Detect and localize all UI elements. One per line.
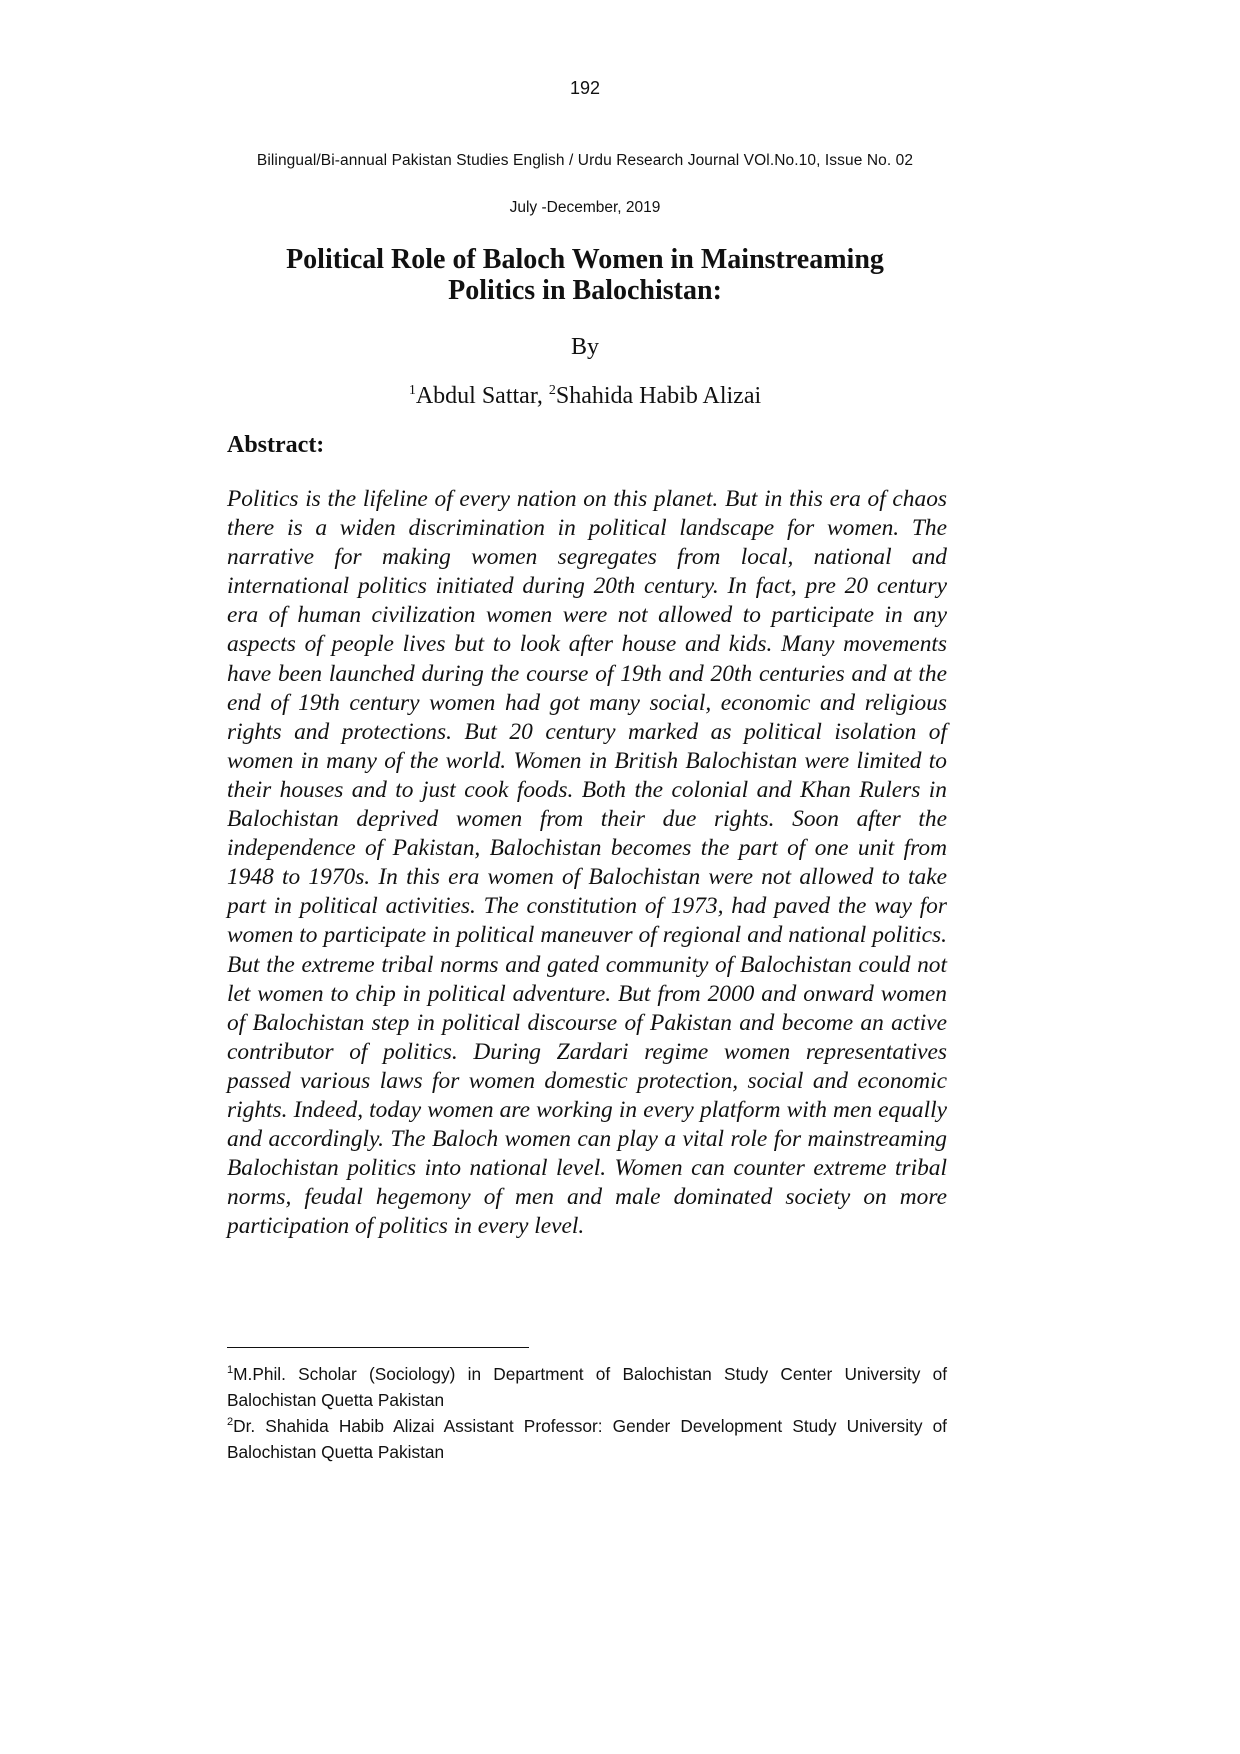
byline-label: By — [570, 334, 599, 360]
footnote-1 — [227, 1361, 947, 1413]
author-2-marker: 2 — [548, 383, 556, 398]
journal-header: Bilingual/Bi-annual Pakistan Studies English / Urdu Research Journal VOl.No.10, Issue No. 02 — [256, 152, 914, 169]
article-title-line-1: Political Role of Baloch Women in Mainstreaming — [286, 244, 884, 275]
article-title-line-2: Politics in Balochistan: — [448, 275, 722, 306]
footnote-2 — [227, 1413, 947, 1465]
page-number: 192 — [569, 78, 601, 98]
abstract-text: Politics is the lifeline of every nation on this planet. But in this era of chaos there is a widen discrimination in political landscape for women. The narrative for making women segregates from local, national and international politics initiated during 20th century. In fact, pre 20 century era of human civilization women were not allowed to participate in any aspects of people lives but to look after house and kids. Many movements have been launched during the course of 19th and 20th centuries and at the end of 19th century women had got many social, economic and religious rights and protections. But 20 century marked as political isolation of women in many of the world. Women in British Balochistan were limited to their houses and to just cook foods. Both the colonial and Khan Rulers in Balochistan deprived women from their due rights. Soon after the independence of Pakistan, Balochistan becomes the part of one unit from 1948 to 1970s. In this era women of Balochistan were not allowed to take part in political activities. The constitution of 1973, had paved the way for women to participate in political maneuver of regional and national politics. But the extreme tribal norms and gated community of Balochistan could not let women to chip in political adventure. But from 2000 and onward women of Balochistan step in political discourse of Pakistan and become an active contributor of politics. During Zardari regime women representatives passed various laws for women domestic protection, social and economic rights. Indeed, today women are working in every platform with men equally and accordingly. The Baloch women can play a vital role for mainstreaming Balochistan politics into national level. Women can counter extreme tribal norms, feudal hegemony of men and male dominated society on more participation of politics in every level. — [227, 486, 947, 1240]
footnote-divider — [227, 1347, 529, 1348]
author-1-name: Abdul Sattar, — [415, 383, 549, 409]
abstract-heading: Abstract: — [227, 432, 325, 458]
article-title — [0, 244, 1170, 306]
author-1-marker: 1 — [408, 383, 416, 398]
issue-date: July -December, 2019 — [509, 199, 661, 216]
footnote-2-marker: 2 — [227, 1416, 234, 1429]
author-list — [0, 383, 1170, 410]
footnote-2-text: Dr. Shahida Habib Alizai Assistant Professor: Gender Development Study University of Balochistan Quetta Pakistan — [227, 1416, 947, 1462]
author-2-name: Shahida Habib Alizai — [555, 383, 762, 409]
footnotes — [227, 1361, 947, 1465]
footnote-1-text: M.Phil. Scholar (Sociology) in Department of Balochistan Study Center University of Balochistan Quetta Pakistan — [227, 1364, 947, 1410]
footnote-1-marker: 1 — [227, 1364, 234, 1377]
